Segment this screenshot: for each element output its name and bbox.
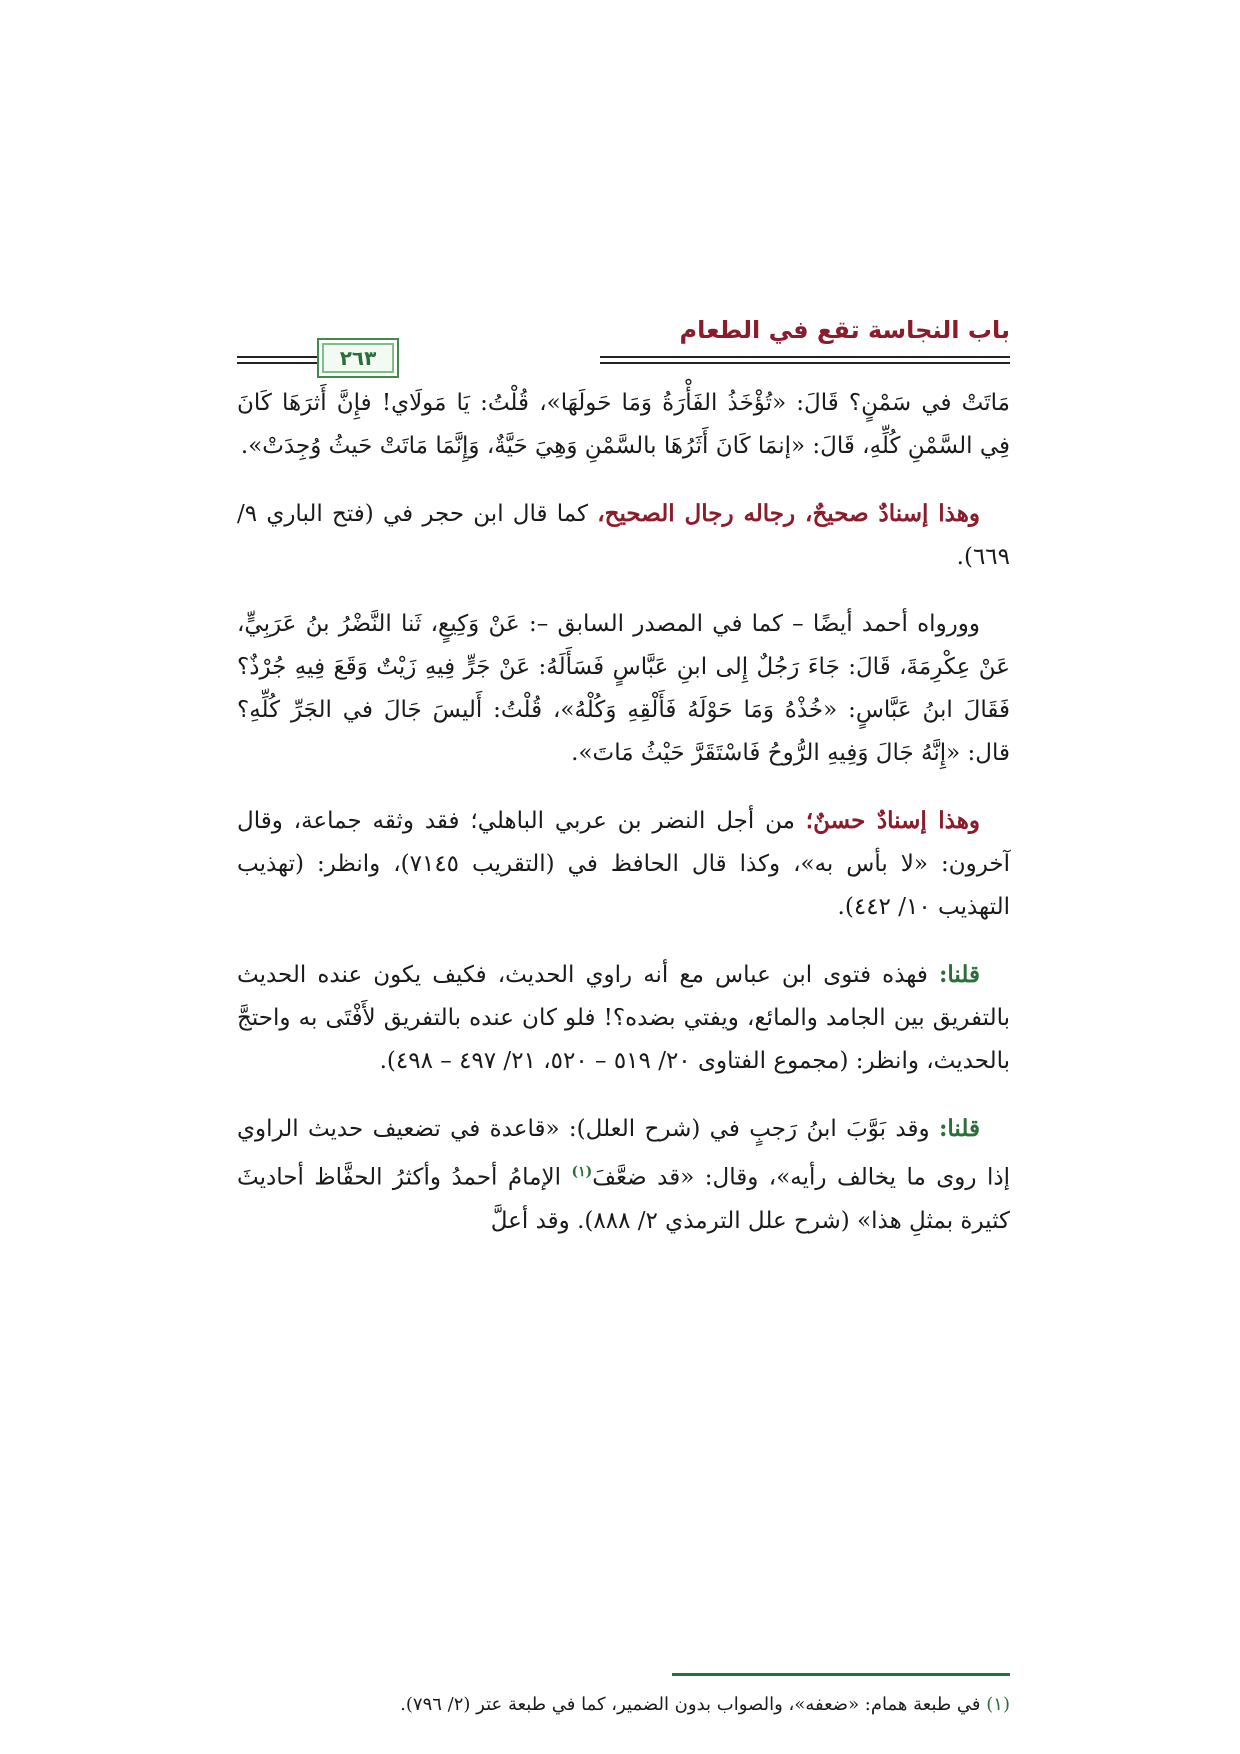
paragraph-2-text: كما قال ابن حجر في (فتح الباري ٩/ ٦٦٩). bbox=[237, 501, 1010, 570]
chapter-title: باب النجاسة تقع في الطعام bbox=[679, 316, 1010, 344]
main-body bbox=[237, 382, 1010, 1267]
paragraph-2-lead: وهذا إسنادٌ صحيحٌ، رجاله رجال الصحيح، bbox=[597, 500, 980, 527]
paragraph-4-text: من أجل النضر بن عربي الباهلي؛ فقد وثقه جماعة، وقال آخرون: «لا بأس به»، وكذا قال الحافظ في (التقريب ٧١٤٥)، وانظر: (تهذيب التهذيب ١٠/ ٤٤٢). bbox=[237, 808, 1010, 920]
paragraph-5-text: فهذه فتوى ابن عباس مع أنه راوي الحديث، فكيف يكون عنده الحديث بالتفريق بين الجامد والمائع، ويفتي بضده؟! فلو كان عنده بالتفريق لأَفْتَى به واحتجَّ بالحديث، وانظر: (مجموع الفتاوى ٢٠/ ٥١٩ – ٥٢٠، ٢١/ ٤٩٧ – ٤٩٨). bbox=[237, 962, 1010, 1074]
paragraph-5-lead: قلنا: bbox=[938, 961, 980, 988]
header-rule-top-right bbox=[600, 356, 1010, 358]
paragraph-1 bbox=[237, 382, 1010, 468]
footnote bbox=[237, 1690, 1010, 1720]
footnote-separator bbox=[672, 1673, 1010, 1676]
paragraph-5 bbox=[237, 953, 1010, 1083]
header-rule-bottom-right bbox=[600, 362, 1010, 364]
page-number: ٢٦٣ bbox=[339, 346, 377, 370]
paragraph-6 bbox=[237, 1107, 1010, 1243]
page-header bbox=[237, 316, 1010, 370]
paragraph-3-text: وورواه أحمد أيضًا – كما في المصدر السابق –: عَنْ وَكِيعٍ، ثَنا النَّضْرُ بنُ عَرَبِيٍّ، عَنْ عِكْرِمَةَ، قَالَ: جَاءَ رَجُلٌ إِلى ابنِ عَبَّاسٍ فَسَأَلَهُ: عَنْ جَرٍّ فِيهِ زَيْتٌ وَقَعَ فِيهِ جُرْذٌ؟ فَقَالَ ابنُ عَبَّاسٍ: «خُذْهُ وَمَا حَوْلَهُ فَأَلْقِهِ وَكُلْهُ»، قُلْتُ: أَليسَ جَالَ في الجَرِّ كُلِّهِ؟ قال: «إِنَّهُ جَالَ وَفِيهِ الرُّوحُ فَاسْتَقَرَّ حَيْثُ مَاتَ». bbox=[237, 611, 1010, 766]
page-number-ornament bbox=[317, 338, 399, 378]
header-rule-top-left bbox=[237, 356, 317, 358]
footnote-marker: (١) bbox=[986, 1694, 1010, 1715]
paragraph-6-text-after: الإمامُ أحمدُ وأكثرُ الحفَّاظ أحاديثَ كثيرة بمثلِ هذا» (شرح علل الترمذي ٢/ ٨٨٨). وقد أعلَّ bbox=[237, 1164, 1010, 1234]
footnote-reference[interactable]: (١) bbox=[571, 1164, 593, 1180]
paragraph-4-lead: وهذا إسنادٌ حسنٌ؛ bbox=[805, 807, 980, 834]
paragraph-1-text: مَاتَتْ في سَمْنٍ؟ قَالَ: «تُؤْخَذُ الفَأْرَةُ وَمَا حَولَهَا»، قُلْتُ: يَا مَولَاي! فإِنَّ أَثرَهَا كَانَ فِي السَّمْنِ كُلِّهِ، قَالَ: «إنمَا كَانَ أَثَرُهَا بالسَّمْنِ وَهِيَ حَيَّةٌ، وَإِنَّمَا مَاتَتْ حَيثُ وُجِدَتْ». bbox=[237, 390, 1010, 459]
paragraph-6-text-before: وقد بَوَّبَ ابنُ رَجبٍ في (شرح العلل): «قاعدة في تضعيف حديث الراوي إذا روى ما يخالف رأيه»، وقال: «قد ضعَّفَ bbox=[237, 1116, 1011, 1191]
paragraph-3 bbox=[237, 603, 1010, 775]
paragraph-6-lead: قلنا: bbox=[938, 1115, 980, 1142]
paragraph-2 bbox=[237, 492, 1010, 579]
paragraph-4 bbox=[237, 799, 1010, 929]
footnote-text: في طبعة همام: «ضعفه»، والصواب بدون الضمير، كما في طبعة عتر (٢/ ٧٩٦). bbox=[400, 1694, 987, 1715]
header-rule-bottom-left bbox=[237, 362, 317, 364]
